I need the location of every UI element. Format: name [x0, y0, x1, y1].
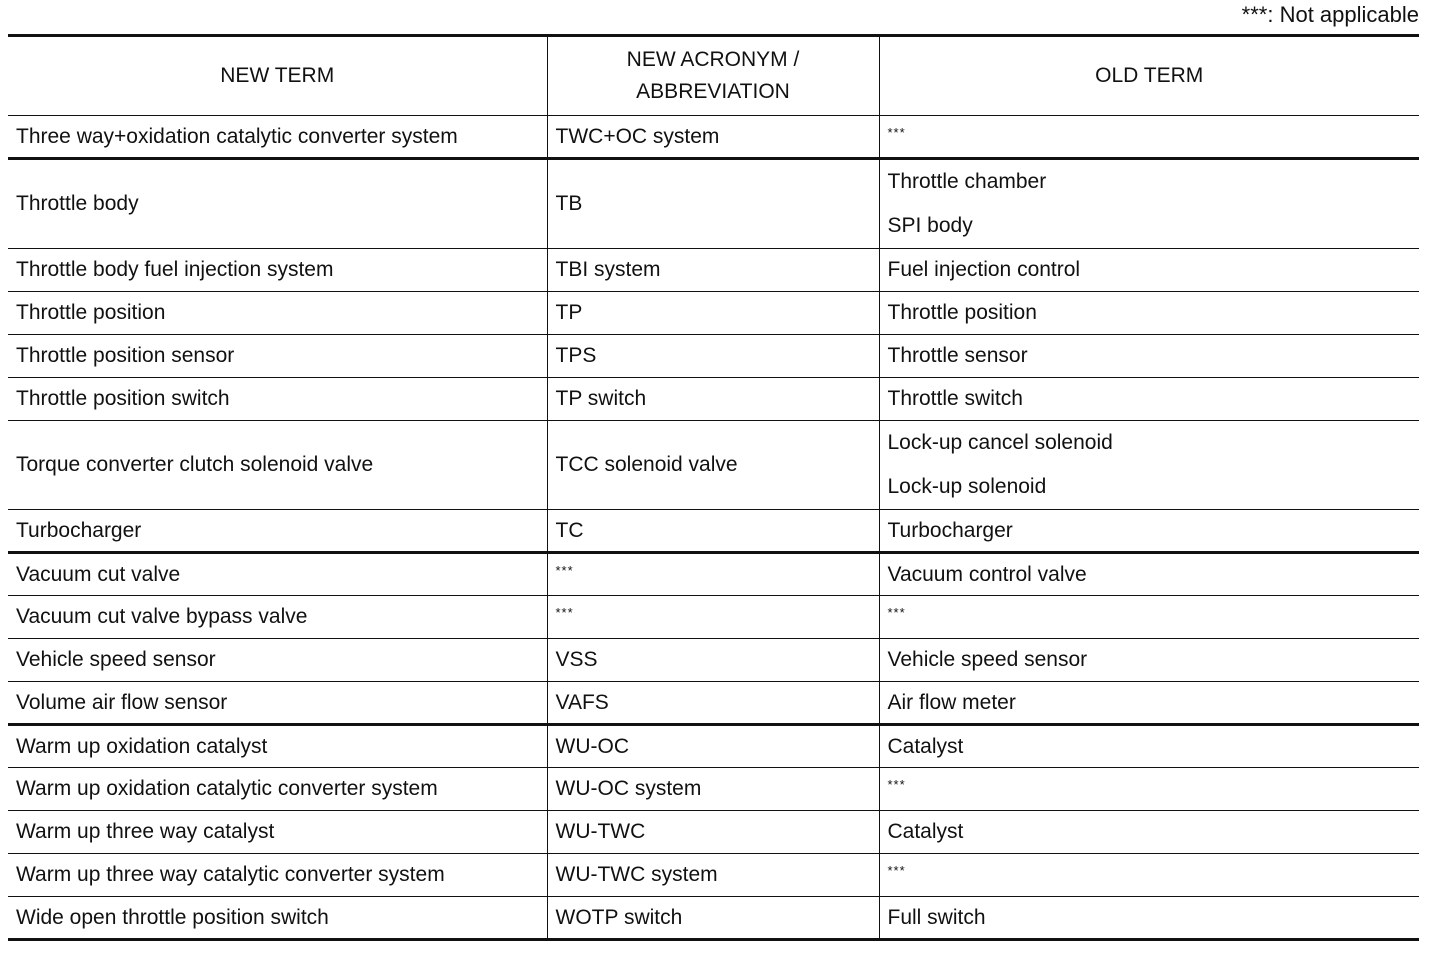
new-term-cell: Vacuum cut valve: [8, 553, 547, 596]
table-row: [8, 421, 1419, 510]
old-term-text: Lock-up cancel solenoid: [887, 431, 1113, 454]
table-row: [8, 811, 1419, 854]
old-term-cell: Catalyst: [879, 725, 1419, 768]
acronym-cell: WU-OC system: [547, 768, 879, 811]
acronym-cell: WU-TWC: [547, 811, 879, 854]
acronym-cell: TPS: [547, 335, 879, 378]
table-row: [8, 510, 1419, 553]
header-new-acronym: [547, 36, 879, 116]
table-row: [8, 335, 1419, 378]
header-new-term: NEW TERM: [8, 36, 547, 116]
acronym-cell: VSS: [547, 639, 879, 682]
old-term-cell: [879, 596, 1419, 639]
table-row: [8, 682, 1419, 725]
not-applicable-mark: ***: [887, 605, 906, 620]
header-new-acronym-line2: ABBREVIATION: [636, 80, 790, 103]
old-term-text: SPI body: [887, 214, 973, 237]
new-term-cell: Turbocharger: [8, 510, 547, 553]
not-applicable-mark: ***: [887, 124, 906, 140]
acronym-cell: TBI system: [547, 249, 879, 292]
acronym-cell: TWC+OC system: [547, 116, 879, 159]
acronym-cell: WU-TWC system: [547, 854, 879, 897]
new-term-cell: Warm up three way catalytic converter system: [8, 854, 547, 897]
old-term-cell: [879, 854, 1419, 897]
acronym-cell: [547, 596, 879, 639]
acronym-cell: WU-OC: [547, 725, 879, 768]
new-term-text: Torque converter clutch solenoid valve: [16, 453, 374, 476]
table-row: [8, 249, 1419, 292]
old-term-cell: Vehicle speed sensor: [879, 639, 1419, 682]
acronym-cell: TP switch: [547, 378, 879, 421]
header-old-term: OLD TERM: [879, 36, 1419, 116]
acronym-text: TCC solenoid valve: [555, 453, 738, 476]
table-row: [8, 725, 1419, 768]
new-term-cell: [8, 421, 547, 510]
header-new-acronym-line1: NEW ACRONYM /: [626, 48, 800, 71]
old-term-cell: [879, 116, 1419, 159]
table-row: [8, 378, 1419, 421]
table-row: [8, 553, 1419, 596]
old-term-cell: Full switch: [879, 897, 1419, 940]
new-term-cell: Warm up oxidation catalytic converter system: [8, 768, 547, 811]
old-term-text: Lock-up solenoid: [887, 475, 1047, 498]
new-term-cell: Three way+oxidation catalytic converter system: [8, 116, 547, 159]
old-term-cell: Throttle switch: [879, 378, 1419, 421]
acronym-cell: [547, 421, 879, 510]
old-term-cell: Catalyst: [879, 811, 1419, 854]
acronym-cell: TC: [547, 510, 879, 553]
header-row: [8, 36, 1419, 116]
table-row: [8, 897, 1419, 940]
new-term-cell: Wide open throttle position switch: [8, 897, 547, 940]
table-row: [8, 639, 1419, 682]
new-term-cell: Vacuum cut valve bypass valve: [8, 596, 547, 639]
new-term-cell: [8, 159, 547, 249]
not-applicable-note: ***: Not applicable: [1241, 2, 1419, 27]
old-term-cell: Vacuum control valve: [879, 553, 1419, 596]
old-term-cell: Turbocharger: [879, 510, 1419, 553]
table-row: [8, 854, 1419, 897]
acronym-cell: TP: [547, 292, 879, 335]
acronym-cell: [547, 159, 879, 249]
new-term-cell: Throttle position switch: [8, 378, 547, 421]
acronym-text: TB: [555, 192, 583, 215]
new-term-cell: Volume air flow sensor: [8, 682, 547, 725]
new-term-cell: Throttle position sensor: [8, 335, 547, 378]
new-term-text: Throttle body: [16, 192, 139, 215]
table-row: [8, 116, 1419, 159]
old-term-text: Throttle chamber: [887, 170, 1047, 193]
not-applicable-mark: ***: [555, 562, 574, 578]
not-applicable-mark: ***: [887, 863, 906, 878]
new-term-cell: Vehicle speed sensor: [8, 639, 547, 682]
old-term-cell: Throttle sensor: [879, 335, 1419, 378]
old-term-cell: Air flow meter: [879, 682, 1419, 725]
new-term-cell: Throttle position: [8, 292, 547, 335]
acronym-cell: [547, 553, 879, 596]
acronym-cell: WOTP switch: [547, 897, 879, 940]
not-applicable-mark: ***: [887, 777, 906, 792]
new-term-cell: Throttle body fuel injection system: [8, 249, 547, 292]
terms-table: [8, 34, 1419, 941]
old-term-cell: Fuel injection control: [879, 249, 1419, 292]
acronym-cell: VAFS: [547, 682, 879, 725]
table-row: [8, 292, 1419, 335]
not-applicable-mark: ***: [555, 605, 574, 620]
new-term-cell: Warm up oxidation catalyst: [8, 725, 547, 768]
table-row: [8, 159, 1419, 249]
old-term-cell: [879, 768, 1419, 811]
old-term-cell: [879, 159, 1419, 249]
old-term-cell: Throttle position: [879, 292, 1419, 335]
table-row: [8, 596, 1419, 639]
new-term-cell: Warm up three way catalyst: [8, 811, 547, 854]
old-term-cell: [879, 421, 1419, 510]
table-row: [8, 768, 1419, 811]
